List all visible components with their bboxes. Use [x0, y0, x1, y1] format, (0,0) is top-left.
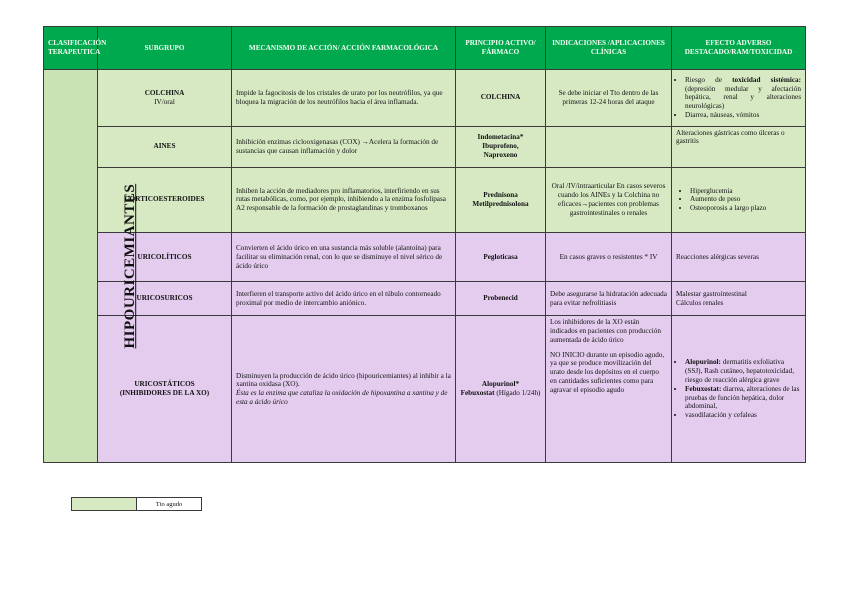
- subgroup-cell: CORTICOESTEROIDES: [98, 167, 232, 233]
- legend-label: Tto agudo: [137, 498, 202, 511]
- row-uricosuricos: [44, 282, 806, 316]
- effect-cell: [672, 70, 806, 126]
- mechanism-cell: Impide la fagocitosis de los cristales de urato por los neutrófilos, ya que bloquea la migración de los neutrófilos hacia el área inflamada.: [232, 70, 456, 126]
- subgroup-route: IV/oral: [154, 97, 175, 106]
- row-aines: [44, 126, 806, 167]
- effect-item: • Alopurinol: dermatitis exfoliativa (SSJ), Rash cutáneo, hepatotoxicidad, riesgo de reacción alérgica grave: [685, 358, 801, 384]
- effect-item: • Aumento de peso: [690, 195, 801, 204]
- indication-cell: Los inhibidores de la XO están indicados en pacientes con producción aumentada de ácido úrico NO INICIO durante un episodio agudo, ya que se produce movilización del urato desde los depósitos en el cuerpo en cantidades suficientes como para agravar el episodio agudo: [546, 316, 672, 463]
- mechanism-note: Ésta es la enzima que cataliza la oxidación de hipoxantina a xantina y de esta a ácido úrico: [236, 389, 448, 406]
- drug-cell: COLCHINA: [456, 70, 546, 126]
- mechanism-cell: Inhiben la acción de mediadores pro inflamatorios, interfiriendo en sus rutas metabólicas, como, por ejemplo, inhibiendo a la enzima fosfolipasa A2 responsable de la formación de prostaglandinas y tromboxanos: [232, 167, 456, 233]
- subgroup-name: COLCHINA: [144, 89, 185, 97]
- drug-cell: Probenecid: [456, 282, 546, 316]
- mechanism-cell: Inhibición enzimas ciclooxigenasas (COX) →Acelera la formación de sustancias que causan inflamación y dolor: [232, 126, 456, 167]
- drug-cell: Prednisona Metilprednisolona: [456, 167, 546, 233]
- mechanism-cell: Convierten el ácido úrico en una sustancia más soluble (alantoína) para facilitar su eliminación renal, con lo que se disminuye el nivel sérico de ácido úrico: [232, 233, 456, 282]
- effect-cell: [672, 167, 806, 233]
- row-uricostaticos: [44, 316, 806, 463]
- indication-cell: En casos graves o resistentes * IV: [546, 233, 672, 282]
- effect-item: • Hiperglucemia: [690, 187, 801, 196]
- indication-cell: Debe asegurarse la hidratación adecuada para evitar nefrolitiasis: [546, 282, 672, 316]
- effect-cell: Alteraciones gástricas como úlceras o gastritis: [672, 126, 806, 167]
- header-mecanismo: MECANISMO DE ACCIÓN/ ACCIÓN FARMACOLÓGICA: [232, 27, 456, 70]
- row-uricoliticos: [44, 233, 806, 282]
- subgroup-cell: URICOLÍTICOS: [98, 233, 232, 282]
- legend-swatch: [72, 498, 137, 511]
- effect-item: • Riesgo de toxicidad sistémica: (depresión medular y afectación hepática, renal y alteraciones neurológicas): [685, 76, 801, 111]
- header-efecto: EFECTO ADVERSO DESTACADO/RAM/TOXICIDAD: [672, 27, 806, 70]
- subgroup-cell: [98, 70, 232, 126]
- drug-table: [43, 26, 806, 463]
- header-indicaciones: INDICACIONES /APLICACIONES CLÍNICAS: [546, 27, 672, 70]
- subgroup-cell: AINES: [98, 126, 232, 167]
- header-subgrupo: SUBGRUPO: [98, 27, 232, 70]
- row-corticoesteroides: [44, 167, 806, 233]
- row-colchina: [44, 70, 806, 126]
- classification-cell: [44, 70, 139, 463]
- drug-cell: Indometacina* Ibuprofeno, Naproxeno: [456, 126, 546, 167]
- legend: [71, 497, 202, 511]
- header-row: [44, 27, 806, 70]
- indication-cell: [546, 126, 672, 167]
- effect-cell: [672, 316, 806, 463]
- classification-label: HIPOURICEMIANTES: [122, 183, 139, 349]
- subgroup-cell: URICOSTÁTICOS (INHIBIDORES DE LA XO): [98, 316, 232, 463]
- header-clasificacion: CLASIFICACIÓN TERAPEUTICA: [44, 27, 98, 70]
- effect-cell: Malestar gastrointestinal Cálculos renales: [672, 282, 806, 316]
- effect-cell: Reacciones alérgicas severas: [672, 233, 806, 282]
- indication-cell: Oral /IV/intraarticular En casos severos cuando los AINEs y la Colchina no eficaces→pacientes con problemas gastrointestinales o renales: [546, 167, 672, 233]
- header-principio: PRINCIPIO ACTIVO/ FÁRMACO: [456, 27, 546, 70]
- subgroup-cell: URICOSURICOS: [98, 282, 232, 316]
- effect-item: • Febuxostat: diarrea, alteraciones de las pruebas de función hepática, dolor abdominal,: [685, 385, 801, 411]
- drug-cell: Pegloticasa: [456, 233, 546, 282]
- effect-item: • Diarrea, náuseas, vómitos: [685, 111, 801, 120]
- mechanism-cell: Disminuyen la producción de ácido úrico (hipouricemiantes) al inhibir a la xantina oxidasa (XO). Ésta es la enzima que cataliza la oxidación de hipoxantina a xantina y de esta a ácido úrico: [232, 316, 456, 463]
- indication-cell: Se debe iniciar el Tto dentro de las primeras 12-24 horas del ataque: [546, 70, 672, 126]
- drug-cell: Alopurinol* Febuxostat (Hígado 1/24h): [456, 316, 546, 463]
- effect-item: • vasodilatación y cefaleas: [685, 411, 801, 420]
- mechanism-cell: Interfieren el transporte activo del ácido úrico en el túbulo contorneado proximal por medio de intercambio aniónico.: [232, 282, 456, 316]
- effect-item: • Osteoporosis a largo plazo: [690, 204, 801, 213]
